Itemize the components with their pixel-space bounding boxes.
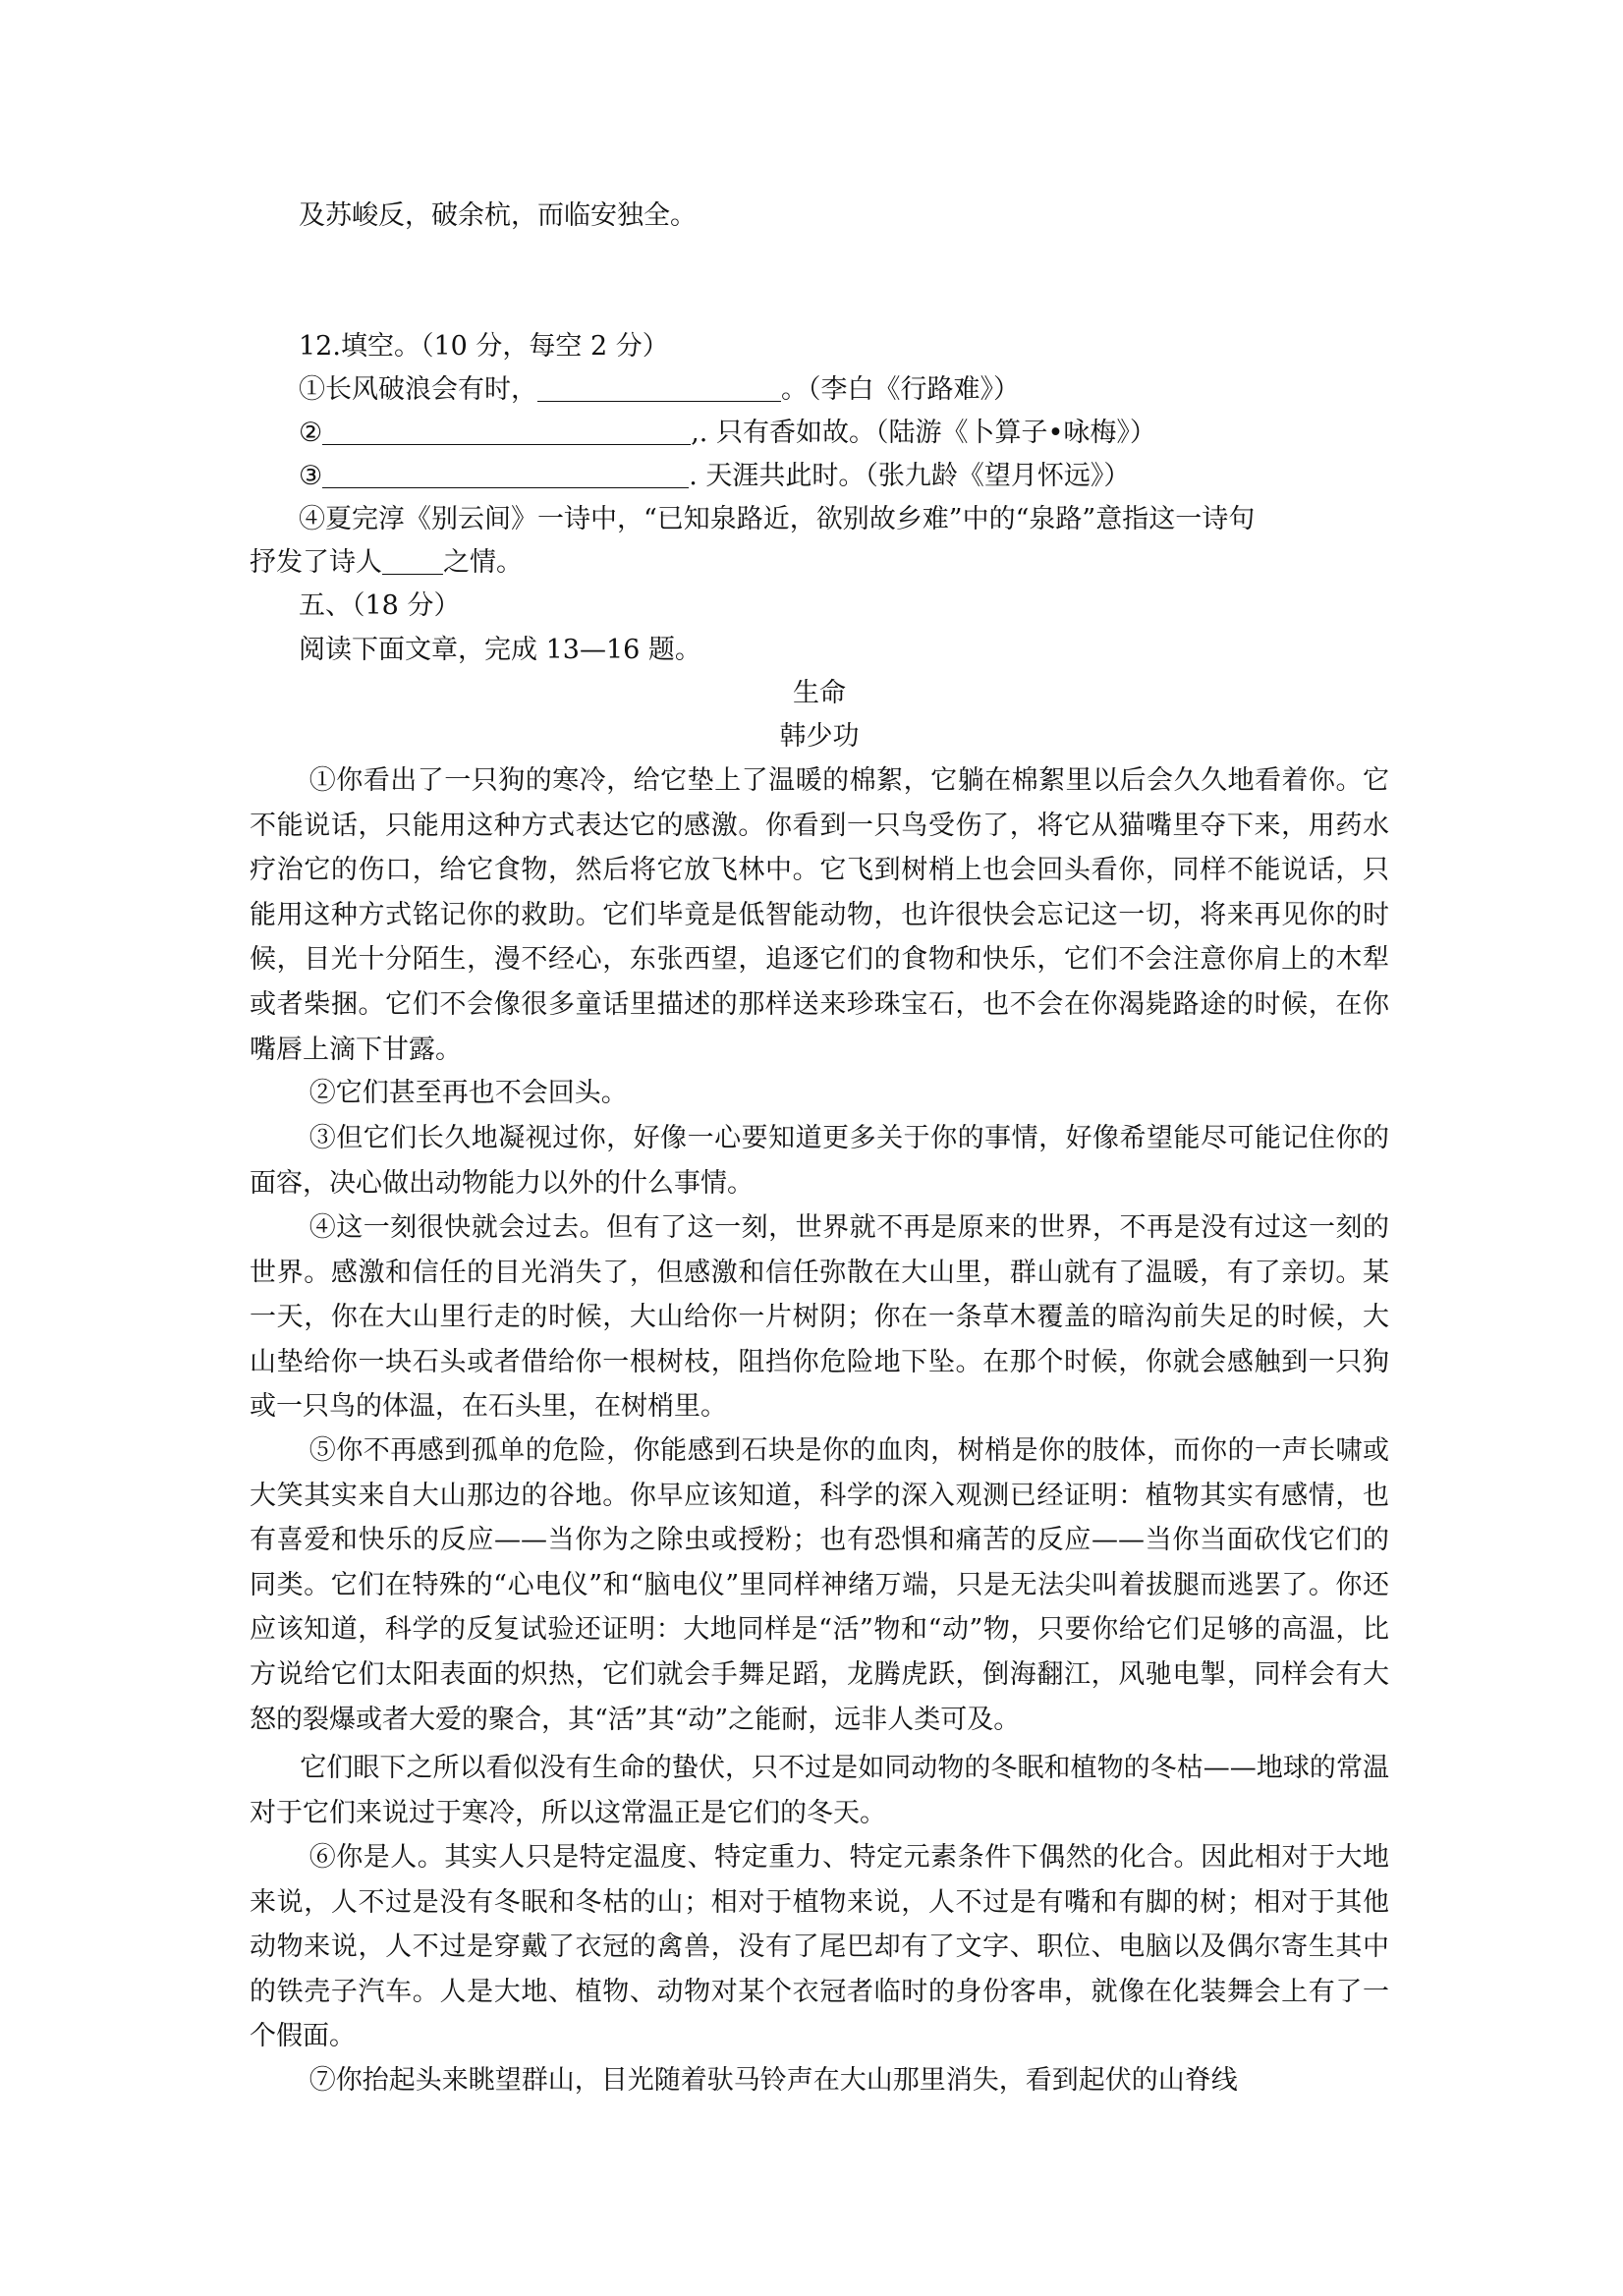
article-paragraph-5-continued: 它们眼下之所以看似没有生命的蛰伏，只不过是如同动物的冬眠和植物的冬枯——地球的常温对于它们来说过于寒冷，所以这常温正是它们的冬天。 bbox=[250, 1753, 1389, 1828]
item-4-prefix: 抒发了诗人 bbox=[250, 547, 382, 578]
article-paragraph-6: ⑥你是人。其实人只是特定温度、特定重力、特定元素条件下偶然的化合。因此相对于大地来说，人不过是没有冬眠和冬枯的山；相对于植物来说，人不过是有嘴和有脚的树；相对于其他动物来说，人不过是穿戴了衣冠的禽兽，没有了尾巴却有了文字、职位、电脑以及偶尔寄生其中的铁壳子汽车。人是大地、植物、动物对某个衣冠者临时的身份客串，就像在化装舞会上有了一个假面。 bbox=[250, 1842, 1389, 2052]
question-12-title: 12.填空。（10 分，每空 2 分） bbox=[299, 331, 669, 362]
article-paragraph-2: ②它们甚至再也不会回头。 bbox=[308, 1078, 628, 1108]
top-line: 及苏峻反，破余杭，而临安独全。 bbox=[299, 200, 697, 231]
answer-blank-4[interactable] bbox=[382, 542, 443, 575]
article-paragraph-7: ⑦你抬起头来眺望群山，目光随着驮马铃声在大山那里消失，看到起伏的山脊线 bbox=[308, 2065, 1238, 2096]
article-paragraph-5: ⑤你不再感到孤单的危险，你能感到石块是你的血肉，树梢是你的肢体，而你的一声长啸或大笑其实来自大山那边的谷地。你早应该知道，科学的深入观测已经证明：植物其实有感情，也有喜爱和快乐的反应——当你为之除虫或授粉；也有恐惧和痛苦的反应——当你当面砍伐它们的同类。它们在特殊的“心电仪”和“脑电仪”里同样神绪万端，只是无法尖叫着拔腿而逃罢了。你还应该知道，科学的反复试验还证明：大地同样是“活”物和“动”物，只要你给它们足够的高温，比方说给它们太阳表面的炽热，它们就会手舞足蹈，龙腾虎跃，倒海翻江，风驰电掣，同样会有大怒的裂爆或者大爱的聚合，其“活”其“动”之能耐，远非人类可及。 bbox=[250, 1435, 1389, 1735]
question-12-item-3 bbox=[299, 455, 1438, 498]
article-paragraph-1: ①你看出了一只狗的寒冷，给它垫上了温暖的棉絮，它躺在棉絮里以后会久久地看着你。它不能说话，只能用这种方式表达它的感激。你看到一只鸟受伤了，将它从猫嘴里夺下来，用药水疗治它的伤口，给它食物，然后将它放飞林中。它飞到树梢上也会回头看你，同样不能说话，只能用这种方式铭记你的救助。它们毕竟是低智能动物，也许很快会忘记这一切，将来再见你的时候，目光十分陌生，漫不经心，东张西望，追逐它们的食物和快乐，它们不会注意你肩上的木犁或者柴捆。它们不会像很多童话里描述的那样送来珍珠宝石，也不会在你渴毙路途的时候，在你嘴唇上滴下甘露。 bbox=[250, 765, 1389, 1065]
section-5-title: 五、（18 分） bbox=[299, 590, 461, 621]
question-12-item-1 bbox=[299, 368, 1438, 412]
answer-blank-3[interactable] bbox=[322, 456, 689, 488]
question-12-item-2 bbox=[299, 412, 1438, 455]
item-1-suffix: 。（李白《行路难》） bbox=[781, 374, 1020, 405]
item-1-prefix: ①长风破浪会有时， bbox=[299, 374, 537, 405]
item-3-suffix: . 天涯共此时。（张九龄《望月怀远》） bbox=[689, 461, 1131, 491]
article-title: 生命 bbox=[793, 678, 846, 708]
question-12-item-4-line-2 bbox=[250, 541, 1389, 585]
section-5-instruction: 阅读下面文章，完成 13—16 题。 bbox=[299, 635, 701, 665]
item-2-suffix: ,. 只有香如故。（陆游《卜算子•咏梅》） bbox=[691, 418, 1156, 448]
item-3-prefix: ③ bbox=[299, 461, 323, 491]
article-paragraph-4: ④这一刻很快就会过去。但有了这一刻，世界就不再是原来的世界，不再是没有过这一刻的世界。感激和信任的目光消失了，但感激和信任弥散在大山里，群山就有了温暖，有了亲切。某一天，你在大山里行走的时候，大山给你一片树阴；你在一条草木覆盖的暗沟前失足的时候，大山垫给你一块石头或者借给你一根树枝，阻挡你危险地下坠。在那个时候，你就会感触到一只狗或一只鸟的体温，在石头里，在树梢里。 bbox=[250, 1212, 1389, 1423]
article-paragraph-3: ③但它们长久地凝视过你，好像一心要知道更多关于你的事情，好像希望能尽可能记住你的面容，决心做出动物能力以外的什么事情。 bbox=[250, 1123, 1389, 1199]
question-12-item-4-line-1: ④夏完淳《别云间》一诗中，“已知泉路近，欲别故乡难”中的“泉路”意指这一诗句 bbox=[299, 504, 1256, 534]
answer-blank-1[interactable] bbox=[537, 369, 781, 402]
item-4-suffix: 之情。 bbox=[443, 547, 523, 578]
item-2-prefix: ② bbox=[299, 418, 323, 448]
article-author: 韩少功 bbox=[779, 721, 860, 752]
answer-blank-2[interactable] bbox=[322, 413, 691, 445]
